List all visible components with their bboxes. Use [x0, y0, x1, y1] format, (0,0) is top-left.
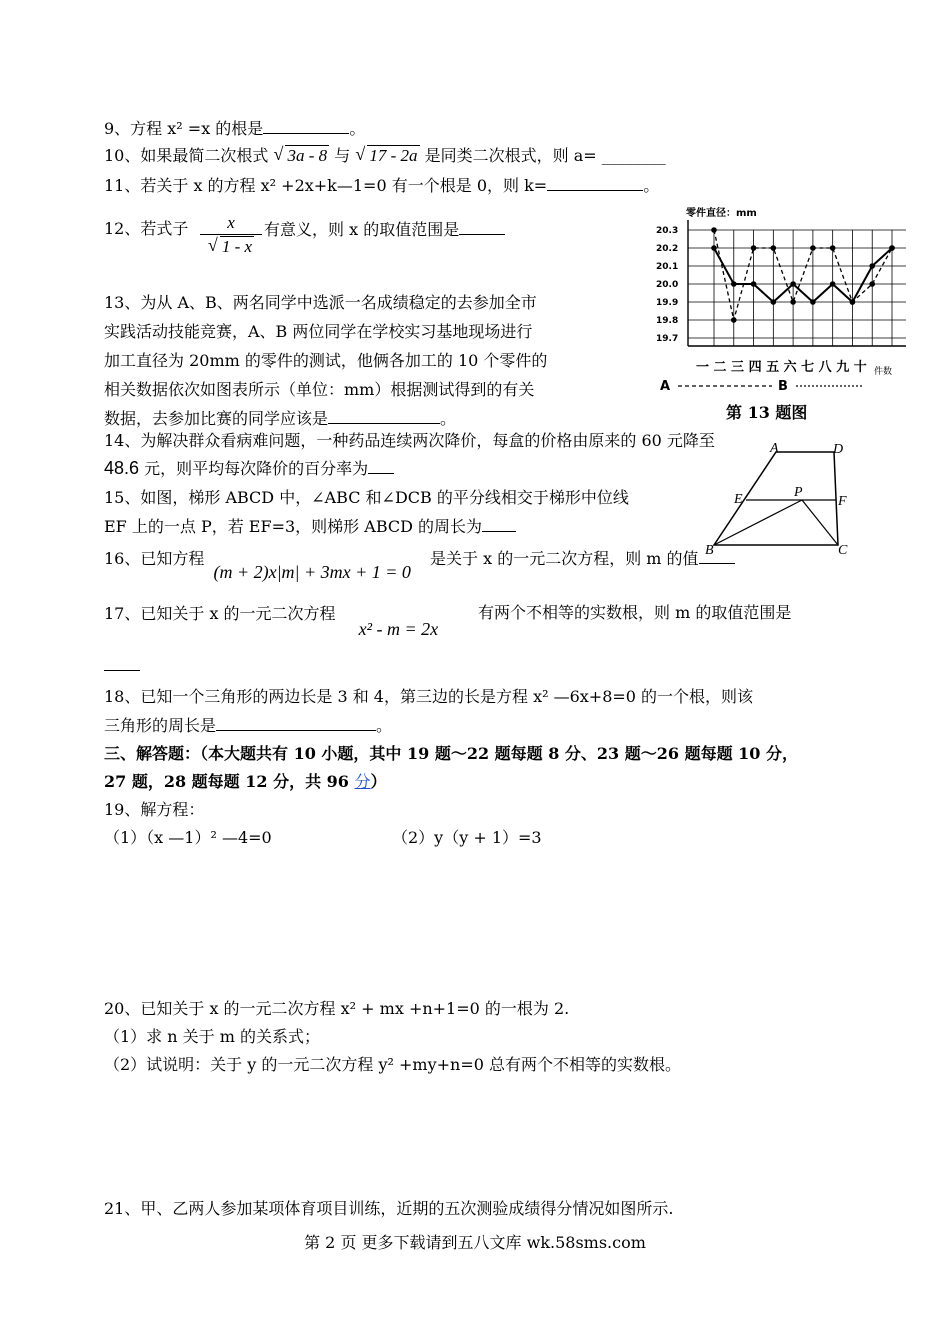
q10-mid: 与	[334, 146, 351, 165]
q17-pre: 17、已知关于 x 的一元二次方程	[104, 604, 336, 623]
chart-point-B	[771, 299, 777, 305]
q13-line-5: 数据，去参加比赛的同学应该是 。	[104, 409, 457, 428]
section-3-heading-2: 27 题，28 题每题 12 分，共 96 分）	[104, 772, 387, 791]
q14-blank	[368, 457, 394, 474]
chart-y-tick-label: 20.1	[656, 262, 679, 272]
label-a: A	[770, 441, 779, 456]
chart-point-A	[731, 317, 737, 323]
chart-point-B	[731, 281, 737, 287]
chart-point-A	[830, 245, 836, 251]
label-d: D	[833, 442, 844, 457]
chart-series	[711, 227, 895, 323]
chart-y-tick-label: 20.0	[656, 280, 679, 290]
chart-title: 零件直径：mm	[686, 208, 757, 219]
q14-line-2	[104, 457, 394, 480]
q10-pre: 10、如果最简二次根式	[104, 146, 269, 165]
question-13	[104, 288, 547, 433]
q12-post-wrap	[264, 218, 505, 241]
label-f: F	[838, 494, 847, 509]
q20-part-2: （2）试说明：关于 y 的一元二次方程 y² +my+n=0 总有两个不相等的实数根。	[104, 1055, 682, 1074]
q13-line-3: 加工直径为 20mm 的零件的测试，他俩各加工的 10 个零件的	[104, 351, 548, 370]
chart-y-ticks	[656, 226, 678, 344]
q15-blank	[482, 515, 516, 532]
page-footer: 第 2 页 更多下载请到五八文库 wk.58sms.com	[304, 1233, 646, 1252]
q10-radical-1: √ 3a - 8	[273, 144, 328, 165]
chart-y-tick-label: 19.8	[656, 316, 679, 326]
trapezoid-abcd	[714, 452, 838, 545]
chart-point-A	[711, 227, 717, 233]
q12-fraction	[200, 212, 262, 257]
chart-y-tick-label: 19.9	[656, 298, 679, 308]
q17-blank	[104, 654, 140, 671]
label-c: C	[838, 543, 848, 558]
q18-line-1: 18、已知一个三角形的两边长是 3 和 4，第三边的长是方程 x² —6x+8=0 的一个根，则该	[104, 687, 754, 706]
q12-numerator: x	[200, 212, 262, 235]
legend-a-label: A	[660, 379, 671, 394]
chart-point-B	[711, 245, 717, 251]
q15-line-2	[104, 515, 516, 538]
question-17	[104, 602, 439, 639]
chart-caption: 第 13 题图	[726, 403, 808, 422]
segment-bp	[714, 500, 802, 545]
chart-point-B	[830, 281, 836, 287]
chart-point-A	[790, 299, 796, 305]
question-11	[104, 174, 659, 197]
q18-blank	[216, 714, 376, 731]
question-9	[104, 117, 365, 140]
q17-post: 有两个不相等的实数根，则 m 的取值范围是	[478, 603, 792, 622]
trapezoid-figure	[704, 440, 854, 562]
chart-point-B	[751, 281, 757, 287]
q21-line-1: 21、甲、乙两人参加某项体育项目训练，近期的五次测验成绩得分情况如图所示.	[104, 1199, 674, 1218]
chart-y-tick-label: 20.3	[656, 226, 679, 236]
q18-line-2: 三角形的周长是 。	[104, 716, 393, 735]
q16-pre: 16、已知方程	[104, 549, 205, 568]
q14-text: 元，则平均每次降价的百分率为	[144, 459, 369, 478]
chart-series-A	[714, 230, 892, 320]
chart-y-tick-label: 19.7	[656, 334, 679, 344]
label-p: P	[794, 485, 803, 500]
chart-point-B	[790, 281, 796, 287]
chart-point-B	[869, 263, 875, 269]
q14-value: 48.6	[104, 458, 140, 478]
label-e: E	[734, 492, 743, 507]
chart-x-ticks: 一 二 三 四 五 六 七 八 九 十	[696, 360, 867, 375]
q15-line-1: 15、如图，梯形 ABCD 中，∠ABC 和∠DCB 的平分线相交于梯形中位线	[104, 488, 629, 507]
q10-post: 是同类二次根式，则 a= ________	[424, 146, 666, 165]
chart-y-tick-label: 20.2	[656, 244, 679, 254]
q9-end: 。	[349, 119, 366, 138]
q11-text: 11、若关于 x 的方程 x² +2x+k—1=0 有一个根是 0，则 k=	[104, 176, 548, 195]
chart-point-A	[771, 245, 777, 251]
section-3-link[interactable]: 分	[354, 772, 371, 791]
q15-text: EF 上的一点 P，若 EF=3，则梯形 ABCD 的周长为	[104, 517, 483, 536]
question-10	[104, 145, 666, 167]
q10-radical-2: √ 17 - 2a	[355, 144, 418, 165]
q19-part-1: （1）（x —1）² —4=0	[104, 828, 272, 847]
q9-text: 9、方程 x² =x 的根是	[104, 119, 264, 138]
q16-post-wrap	[430, 547, 735, 570]
q13-blank	[328, 407, 440, 424]
question-12	[104, 218, 188, 240]
q12-denominator: √ 1 - x	[207, 235, 253, 256]
chart-x-label: 件数	[874, 367, 893, 377]
q11-end: 。	[643, 176, 660, 195]
segment-pc	[802, 500, 838, 545]
chart-point-A	[751, 245, 757, 251]
q16-blank	[699, 547, 735, 564]
legend-b-label: B	[778, 379, 788, 394]
q13-line-2: 实践活动技能竞赛，A、B 两位同学在学校实习基地现场进行	[104, 322, 533, 341]
q17-blank-wrap	[104, 654, 140, 677]
q20-line-1: 20、已知关于 x 的一元二次方程 x² + mx +n+1=0 的一根为 2.	[104, 999, 570, 1018]
q12-blank	[459, 218, 505, 235]
q9-blank	[263, 117, 349, 134]
q13-line-4: 相关数据依次如图表所示（单位：mm）根据测试得到的有关	[104, 380, 535, 399]
q17-equation: x² - m = 2x	[358, 619, 439, 639]
question-16	[104, 547, 411, 582]
section-3-heading-1: 三、解答题：（本大题共有 10 小题，其中 19 题～22 题每题 8 分、23 题～26 题每题 10 分，	[104, 744, 799, 763]
q13-chart	[652, 204, 914, 424]
q20-part-1: （1）求 n 关于 m 的关系式；	[104, 1027, 321, 1046]
q11-blank	[547, 174, 643, 191]
q19-title: 19、解方程：	[104, 800, 205, 819]
chart-point-B	[889, 245, 895, 251]
q12-pre: 12、若式子	[104, 219, 189, 238]
q13-line-1: 13、为从 A、B、两名同学中选派一名成绩稳定的去参加全市	[104, 293, 537, 312]
q14-line-1: 14、为解决群众看病难问题，一种药品连续两次降价，每盒的价格由原来的 60 元降至	[104, 431, 715, 450]
q16-equation: (m + 2)x|m| + 3mx + 1 = 0	[213, 562, 411, 582]
q12-post: 有意义，则 x 的取值范围是	[264, 220, 460, 239]
chart-point-A	[810, 245, 816, 251]
label-b: B	[705, 543, 714, 558]
chart-point-B	[810, 299, 816, 305]
chart-point-A	[869, 281, 875, 287]
q19-part-2: （2）y（y + 1）=3	[392, 828, 542, 847]
chart-point-B	[850, 299, 856, 305]
q16-post: 是关于 x 的一元二次方程，则 m 的值	[430, 549, 699, 568]
